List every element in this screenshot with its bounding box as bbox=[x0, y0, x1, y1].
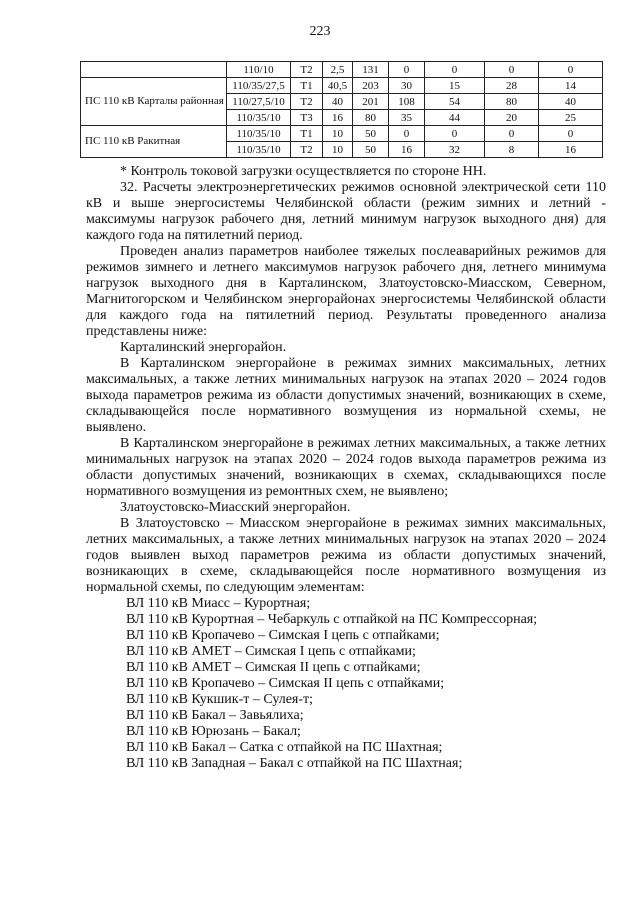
kartaly-heading: Карталинский энергорайон. bbox=[120, 340, 287, 355]
table-cell: 25 bbox=[539, 110, 603, 126]
list-item: ВЛ 110 кВ Кропачево – Симская I цепь с отпайками; bbox=[126, 628, 440, 643]
table-cell: 54 bbox=[425, 94, 485, 110]
table-cell: Т3 bbox=[291, 110, 323, 126]
table-cell: 44 bbox=[425, 110, 485, 126]
table-row bbox=[81, 78, 603, 94]
table-cell: 0 bbox=[485, 62, 539, 78]
table-cell: 80 bbox=[353, 110, 389, 126]
list-item: ВЛ 110 кВ Курортная – Чебаркуль с отпайкой на ПС Компрессорная; bbox=[126, 612, 538, 627]
table-cell bbox=[81, 62, 227, 78]
table-cell: 40 bbox=[323, 94, 353, 110]
table-cell: 10 bbox=[323, 126, 353, 142]
table-cell: 110/27,5/10 bbox=[227, 94, 291, 110]
table-cell: 28 bbox=[485, 78, 539, 94]
table-cell: Т1 bbox=[291, 126, 323, 142]
table-cell: 201 bbox=[353, 94, 389, 110]
table-row bbox=[81, 126, 603, 142]
table-row bbox=[81, 62, 603, 78]
zlatoust-paragraph: В Златоустовско – Миасском энергорайоне в режимах зимних максимальных, летних максимальных, а также летних минимальных нагрузок на этапах 2020 – 2024 годов выявлен выход параметров режима из области допустимых значений, возникающих в схеме, складывающейся после нормативного возмущения из нормальной схемы, по следующим элементам: bbox=[86, 516, 606, 595]
table-cell: 40,5 bbox=[323, 78, 353, 94]
station-name-cell: ПС 110 кВ Ракитная bbox=[81, 126, 227, 158]
section-32-paragraph: 32. Расчеты электроэнергетических режимов основной электрической сети 110 кВ и выше энергосистемы Челябинской области (режим зимних и летний - максимумы нагрузок рабочего дня, летний минимум нагрузок выходного дня) для каждого года на пятилетний период. bbox=[86, 180, 606, 243]
table-cell: 110/35/10 bbox=[227, 126, 291, 142]
table-cell: 110/10 bbox=[227, 62, 291, 78]
list-item: ВЛ 110 кВ АМЕТ – Симская II цепь с отпайками; bbox=[126, 660, 421, 675]
zlatoust-heading: Златоустовско-Миасский энергорайон. bbox=[120, 500, 351, 515]
table-cell: 203 bbox=[353, 78, 389, 94]
table-cell: 10 bbox=[323, 142, 353, 158]
table-cell: 0 bbox=[425, 62, 485, 78]
list-item: ВЛ 110 кВ Бакал – Завьялиха; bbox=[126, 708, 304, 723]
table-cell: Т1 bbox=[291, 78, 323, 94]
table-cell: 35 bbox=[389, 110, 425, 126]
table-cell: Т2 bbox=[291, 62, 323, 78]
table-footnote: * Контроль токовой загрузки осуществляется по стороне НН. bbox=[120, 164, 487, 179]
station-name-cell: ПС 110 кВ Карталы районная bbox=[81, 78, 227, 126]
table-cell: 16 bbox=[539, 142, 603, 158]
table-cell: 110/35/10 bbox=[227, 110, 291, 126]
list-item: ВЛ 110 кВ Кукшик-т – Сулея-т; bbox=[126, 692, 314, 707]
list-item: ВЛ 110 кВ АМЕТ – Симская I цепь с отпайками; bbox=[126, 644, 416, 659]
analysis-paragraph: Проведен анализ параметров наиболее тяжелых послеаварийных режимов для режимов зимнего и летнего максимумов нагрузок рабочего дня, летнего минимума нагрузок выходного дня в Карталинском, Златоустовско-Миасском, Северном, Магнитогорском и Челябинском энергорайонах энергосистемы Челябинской области для каждого года на пятилетний период. Результаты проведенного анализа представлены ниже: bbox=[86, 244, 606, 339]
table-cell: 0 bbox=[425, 126, 485, 142]
page-number: 223 bbox=[309, 24, 331, 39]
list-item: ВЛ 110 кВ Западная – Бакал с отпайкой на ПС Шахтная; bbox=[126, 756, 463, 771]
table-cell: 0 bbox=[389, 62, 425, 78]
table-cell: 0 bbox=[539, 126, 603, 142]
table-cell: 0 bbox=[389, 126, 425, 142]
table-cell: 14 bbox=[539, 78, 603, 94]
table-cell: 131 bbox=[353, 62, 389, 78]
table-cell: Т2 bbox=[291, 142, 323, 158]
table-cell: 0 bbox=[539, 62, 603, 78]
transformer-load-table bbox=[80, 61, 603, 158]
list-item: ВЛ 110 кВ Юрюзань – Бакал; bbox=[126, 724, 301, 739]
document-body bbox=[86, 164, 606, 772]
list-item: ВЛ 110 кВ Миасс – Курортная; bbox=[126, 596, 311, 611]
table-cell: 8 bbox=[485, 142, 539, 158]
list-item: ВЛ 110 кВ Бакал – Сатка с отпайкой на ПС Шахтная; bbox=[126, 740, 443, 755]
table-cell: 0 bbox=[485, 126, 539, 142]
table-cell: 16 bbox=[323, 110, 353, 126]
table-cell: 40 bbox=[539, 94, 603, 110]
table-cell: 50 bbox=[353, 126, 389, 142]
table-cell: 80 bbox=[485, 94, 539, 110]
overhead-line-list bbox=[86, 596, 606, 772]
table-cell: 32 bbox=[425, 142, 485, 158]
table-cell: 108 bbox=[389, 94, 425, 110]
kartaly-paragraph-2: В Карталинском энергорайоне в режимах летних максимальных, а также летних минимальных нагрузок на этапах 2020 – 2024 годов выхода параметров режима из области допустимых значений, возникающих в схемах, складывающихся после нормативного возмущения из ремонтных схем, не выявлено; bbox=[86, 436, 606, 499]
table-cell: 30 bbox=[389, 78, 425, 94]
table-cell: 2,5 bbox=[323, 62, 353, 78]
kartaly-paragraph-1: В Карталинском энергорайоне в режимах зимних максимальных, летних максимальных, а также летних минимальных нагрузок на этапах 2020 – 2024 годов выхода параметров режима из области допустимых значений, возникающих в схеме, складывающейся после нормативного возмущения из нормальной схемы, не выявлено. bbox=[86, 356, 606, 435]
table-cell: 16 bbox=[389, 142, 425, 158]
table-cell: 20 bbox=[485, 110, 539, 126]
table-cell: 110/35/27,5 bbox=[227, 78, 291, 94]
table-cell: 50 bbox=[353, 142, 389, 158]
table-cell: Т2 bbox=[291, 94, 323, 110]
table-cell: 15 bbox=[425, 78, 485, 94]
table-cell: 110/35/10 bbox=[227, 142, 291, 158]
list-item: ВЛ 110 кВ Кропачево – Симская II цепь с отпайками; bbox=[126, 676, 445, 691]
